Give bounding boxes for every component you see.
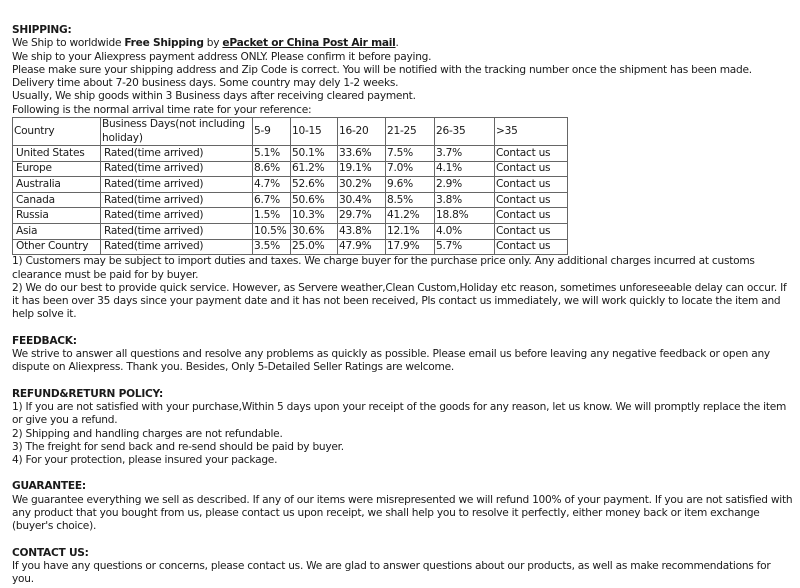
shipping-line-1-suffix: . — [395, 37, 399, 50]
rate-over-35-cell: Contact us — [495, 192, 568, 208]
header-21-25: 21-25 — [386, 118, 435, 146]
guarantee-text: We guarantee everything we sell as described. If any of our items were misrepresented we will refund 100% of your payment. If you are not satisfied with any product that you bought from us, please contact us upon receipt, we shall help you to resolve it perfectly, either money back or item exchange (buyer's choice). — [12, 493, 793, 533]
rate-10-15-cell: 50.1% — [291, 146, 338, 162]
rate-10-15-cell: 52.6% — [291, 177, 338, 193]
rate-10-15-cell: 10.3% — [291, 208, 338, 224]
header-26-35: 26-35 — [435, 118, 495, 146]
refund-item: 4) For your protection, please insured your package. — [12, 454, 278, 467]
rated-cell: Rated(time arrived) — [101, 177, 253, 193]
rate-over-35-cell: Contact us — [495, 161, 568, 177]
rate-21-25-cell: 7.5% — [386, 146, 435, 162]
rate-10-15-cell: 30.6% — [291, 224, 338, 240]
country-cell: Europe — [13, 161, 101, 177]
refund-item: 1) If you are not satisfied with your purchase,Within 5 days upon your receipt of the goods for any reason, let us know. We will promptly replace the item or give you a refund. — [12, 400, 787, 427]
rate-10-15-cell: 61.2% — [291, 161, 338, 177]
refund-section — [12, 388, 794, 468]
rated-cell: Rated(time arrived) — [101, 192, 253, 208]
rate-10-15-cell: 50.6% — [291, 192, 338, 208]
shipping-section — [12, 24, 794, 322]
rate-5-9-cell: 1.5% — [253, 208, 291, 224]
rate-16-20-cell: 43.8% — [338, 224, 386, 240]
rate-26-35-cell: 5.7% — [435, 239, 495, 255]
rate-5-9-cell: 8.6% — [253, 161, 291, 177]
rate-over-35-cell: Contact us — [495, 239, 568, 255]
shipping-line-4: Delivery time about 7-20 business days. Some country may dely 1-2 weeks. — [12, 77, 399, 90]
rate-26-35-cell: 18.8% — [435, 208, 495, 224]
table-header-row — [13, 118, 568, 146]
country-cell: Australia — [13, 177, 101, 193]
country-cell: Other Country — [13, 239, 101, 255]
rate-16-20-cell: 33.6% — [338, 146, 386, 162]
feedback-heading: FEEDBACK: — [12, 334, 77, 347]
rated-cell: Rated(time arrived) — [101, 146, 253, 162]
rate-16-20-cell: 29.7% — [338, 208, 386, 224]
country-cell: United States — [13, 146, 101, 162]
shipping-line-5: Usually, We ship goods within 3 Business days after receiving cleared payment. — [12, 90, 416, 103]
rate-26-35-cell: 4.1% — [435, 161, 495, 177]
refund-item: 2) Shipping and handling charges are not refundable. — [12, 427, 283, 440]
rate-16-20-cell: 19.1% — [338, 161, 386, 177]
feedback-section — [12, 335, 794, 375]
table-row — [13, 192, 568, 208]
rate-21-25-cell: 41.2% — [386, 208, 435, 224]
rate-26-35-cell: 3.7% — [435, 146, 495, 162]
rate-21-25-cell: 8.5% — [386, 192, 435, 208]
rate-5-9-cell: 4.7% — [253, 177, 291, 193]
table-row — [13, 177, 568, 193]
rate-5-9-cell: 10.5% — [253, 224, 291, 240]
rate-16-20-cell: 30.2% — [338, 177, 386, 193]
country-cell: Asia — [13, 224, 101, 240]
rate-5-9-cell: 5.1% — [253, 146, 291, 162]
shipping-line-1 — [12, 37, 794, 50]
table-row — [13, 208, 568, 224]
shipping-line-6: Following is the normal arrival time rate for your reference: — [12, 103, 312, 116]
shipping-line-2: We ship to your Aliexpress payment address ONLY. Please confirm it before paying. — [12, 50, 432, 63]
arrival-rate-table — [12, 117, 568, 255]
rated-cell: Rated(time arrived) — [101, 208, 253, 224]
contact-heading: CONTACT US: — [12, 546, 89, 559]
rate-21-25-cell: 12.1% — [386, 224, 435, 240]
rate-over-35-cell: Contact us — [495, 208, 568, 224]
rate-over-35-cell: Contact us — [495, 224, 568, 240]
shipping-method-link[interactable]: ePacket or China Post Air mail — [222, 37, 396, 50]
refund-heading: REFUND&RETURN POLICY: — [12, 387, 164, 400]
contact-text: If you have any questions or concerns, please contact us. We are glad to answer questions about our products, as well as make recommendations for you. — [12, 559, 771, 586]
table-row — [13, 146, 568, 162]
table-row — [13, 224, 568, 240]
rate-over-35-cell: Contact us — [495, 177, 568, 193]
table-row — [13, 239, 568, 255]
shipping-line-3: Please make sure your shipping address and Zip Code is correct. You will be notified with the tracking number once the shipment has been made. — [12, 63, 752, 76]
rated-cell: Rated(time arrived) — [101, 239, 253, 255]
header-5-9: 5-9 — [253, 118, 291, 146]
rate-16-20-cell: 30.4% — [338, 192, 386, 208]
rate-21-25-cell: 17.9% — [386, 239, 435, 255]
rate-10-15-cell: 25.0% — [291, 239, 338, 255]
country-cell: Russia — [13, 208, 101, 224]
table-row — [13, 161, 568, 177]
rate-5-9-cell: 6.7% — [253, 192, 291, 208]
rate-26-35-cell: 4.0% — [435, 224, 495, 240]
rate-21-25-cell: 9.6% — [386, 177, 435, 193]
country-cell: Canada — [13, 192, 101, 208]
rated-cell: Rated(time arrived) — [101, 161, 253, 177]
guarantee-heading: GUARANTEE: — [12, 480, 86, 493]
shipping-line-1-mid: by — [203, 37, 223, 50]
header-16-20: 16-20 — [338, 118, 386, 146]
shipping-line-1-prefix: We Ship to worldwide — [12, 37, 125, 50]
header-10-15: 10-15 — [291, 118, 338, 146]
free-shipping-text: Free Shipping — [124, 37, 204, 50]
shipping-note-1: 1) Customers may be subject to import duties and taxes. We charge buyer for the purchase price only. Any additional charges incurred at customs clearance must be paid for by buyer. — [12, 255, 755, 281]
header-country: Country — [13, 118, 101, 146]
rate-26-35-cell: 3.8% — [435, 192, 495, 208]
rated-cell: Rated(time arrived) — [101, 224, 253, 240]
header-over-35: >35 — [495, 118, 568, 146]
shipping-heading: SHIPPING: — [12, 24, 72, 36]
feedback-text: We strive to answer all questions and resolve any problems as quickly as possible. Please email us before leaving any negative feedback or open any dispute on Aliexpress. Thank you. Besides, Only 5-Detailed Seller Ratings are welcome. — [12, 348, 770, 374]
contact-section — [12, 547, 794, 587]
rate-over-35-cell: Contact us — [495, 146, 568, 162]
header-business-days: Business Days(not including holiday) — [101, 118, 253, 146]
refund-item: 3) The freight for send back and re-send should be paid by buyer. — [12, 440, 344, 453]
rate-5-9-cell: 3.5% — [253, 239, 291, 255]
rate-26-35-cell: 2.9% — [435, 177, 495, 193]
rate-16-20-cell: 47.9% — [338, 239, 386, 255]
rate-21-25-cell: 7.0% — [386, 161, 435, 177]
shipping-note-2: 2) We do our best to provide quick service. However, as Servere weather,Clean Custom,Holiday etc reason, sometimes unforeseeable delay can occur. If it has been over 35 days since your payment date and it has not been received, Pls contact us immediately, we will work quickly to locate the item and help solve it. — [12, 281, 787, 321]
guarantee-section — [12, 480, 794, 533]
store-policy-document — [12, 24, 794, 586]
